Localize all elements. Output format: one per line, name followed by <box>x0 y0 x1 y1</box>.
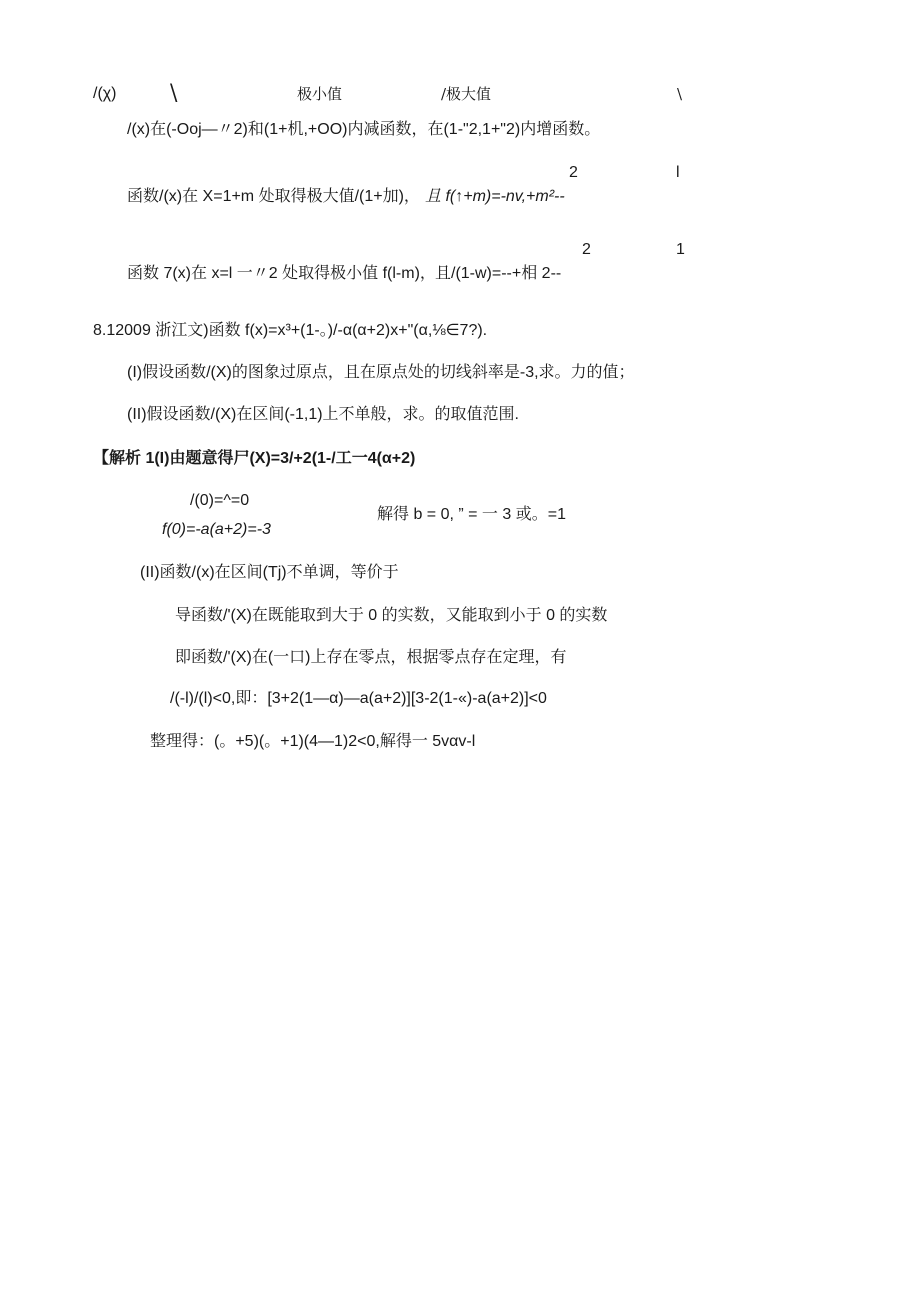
solution-eq-2: f(0)=-a(a+2)=-3 <box>162 521 271 538</box>
problem-header: 8.12009 浙江文)函数 f(x)=x³+(1-。)/-α(α+2)x+"(α,⅛∈7?). <box>93 322 488 339</box>
solution-part-2-intro: (II)函数/(x)在区间(Tj)不单调，等价于 <box>140 564 399 581</box>
min-superscript-1: 1 <box>676 241 685 258</box>
problem-part-2: (II)假设函数/(X)在区间(-1,1)上不单般，求。的取值范围. <box>127 406 519 423</box>
local-min-formula: 且/(1-w)=--+相 2-- <box>435 265 562 282</box>
solution-result: 解得 b = 0, ” = 一 3 或。=1 <box>377 506 566 523</box>
problem-part-1: (I)假设函数/(X)的图象过原点，且在原点处的切线斜率是-3,求。力的值； <box>127 364 635 381</box>
solution-zero-theorem-line: 即函数/'(X)在(一口)上存在零点，根据零点存在定理，有 <box>175 649 567 666</box>
solution-final: 整理得：(。+5)(。+1)(4—1)2<0,解得一 5vαv-l <box>150 733 476 750</box>
max-superscript-2: 2 <box>569 164 578 181</box>
table-cell-max-value: /极大值 <box>441 85 492 103</box>
table-cell-fx: /(χ) <box>93 85 117 102</box>
solution-inequality: /(-l)/(l)<0,即：[3+2(1—α)—a(a+2)][3-2(1-«)-a(a+2)]<0 <box>170 690 547 707</box>
monotonic-intervals-line: /(x)在(-Ooj—〃2)和(1+机,+OO)内减函数，在(1-"2,1+"2)内增函数。 <box>127 121 601 138</box>
min-superscript-2: 2 <box>582 241 591 258</box>
max-superscript-l: l <box>676 164 680 181</box>
table-cell-min-value: 极小值 <box>297 85 343 103</box>
local-max-formula: 且 f(↑+m)=-nv,+m²-- <box>425 188 565 205</box>
solution-header: 【解析 1(I)由题意得尸(X)=3/+2(1-/工一4(α+2) <box>93 450 416 467</box>
solution-eq-1: /(0)=^=0 <box>190 492 250 509</box>
table-cell-decreasing-1: \ <box>170 81 178 106</box>
table-cell-decreasing-2: \ <box>677 85 683 103</box>
local-min-line: 函数 7(x)在 x=l 一〃2 处取得极小值 f(l-m)， <box>127 265 436 282</box>
solution-derivative-line: 导函数/'(X)在既能取到大于 0 的实数，又能取到小于 0 的实数 <box>175 607 608 624</box>
local-max-line: 函数/(x)在 X=1+m 处取得极大值/(1+加)， <box>127 188 420 205</box>
